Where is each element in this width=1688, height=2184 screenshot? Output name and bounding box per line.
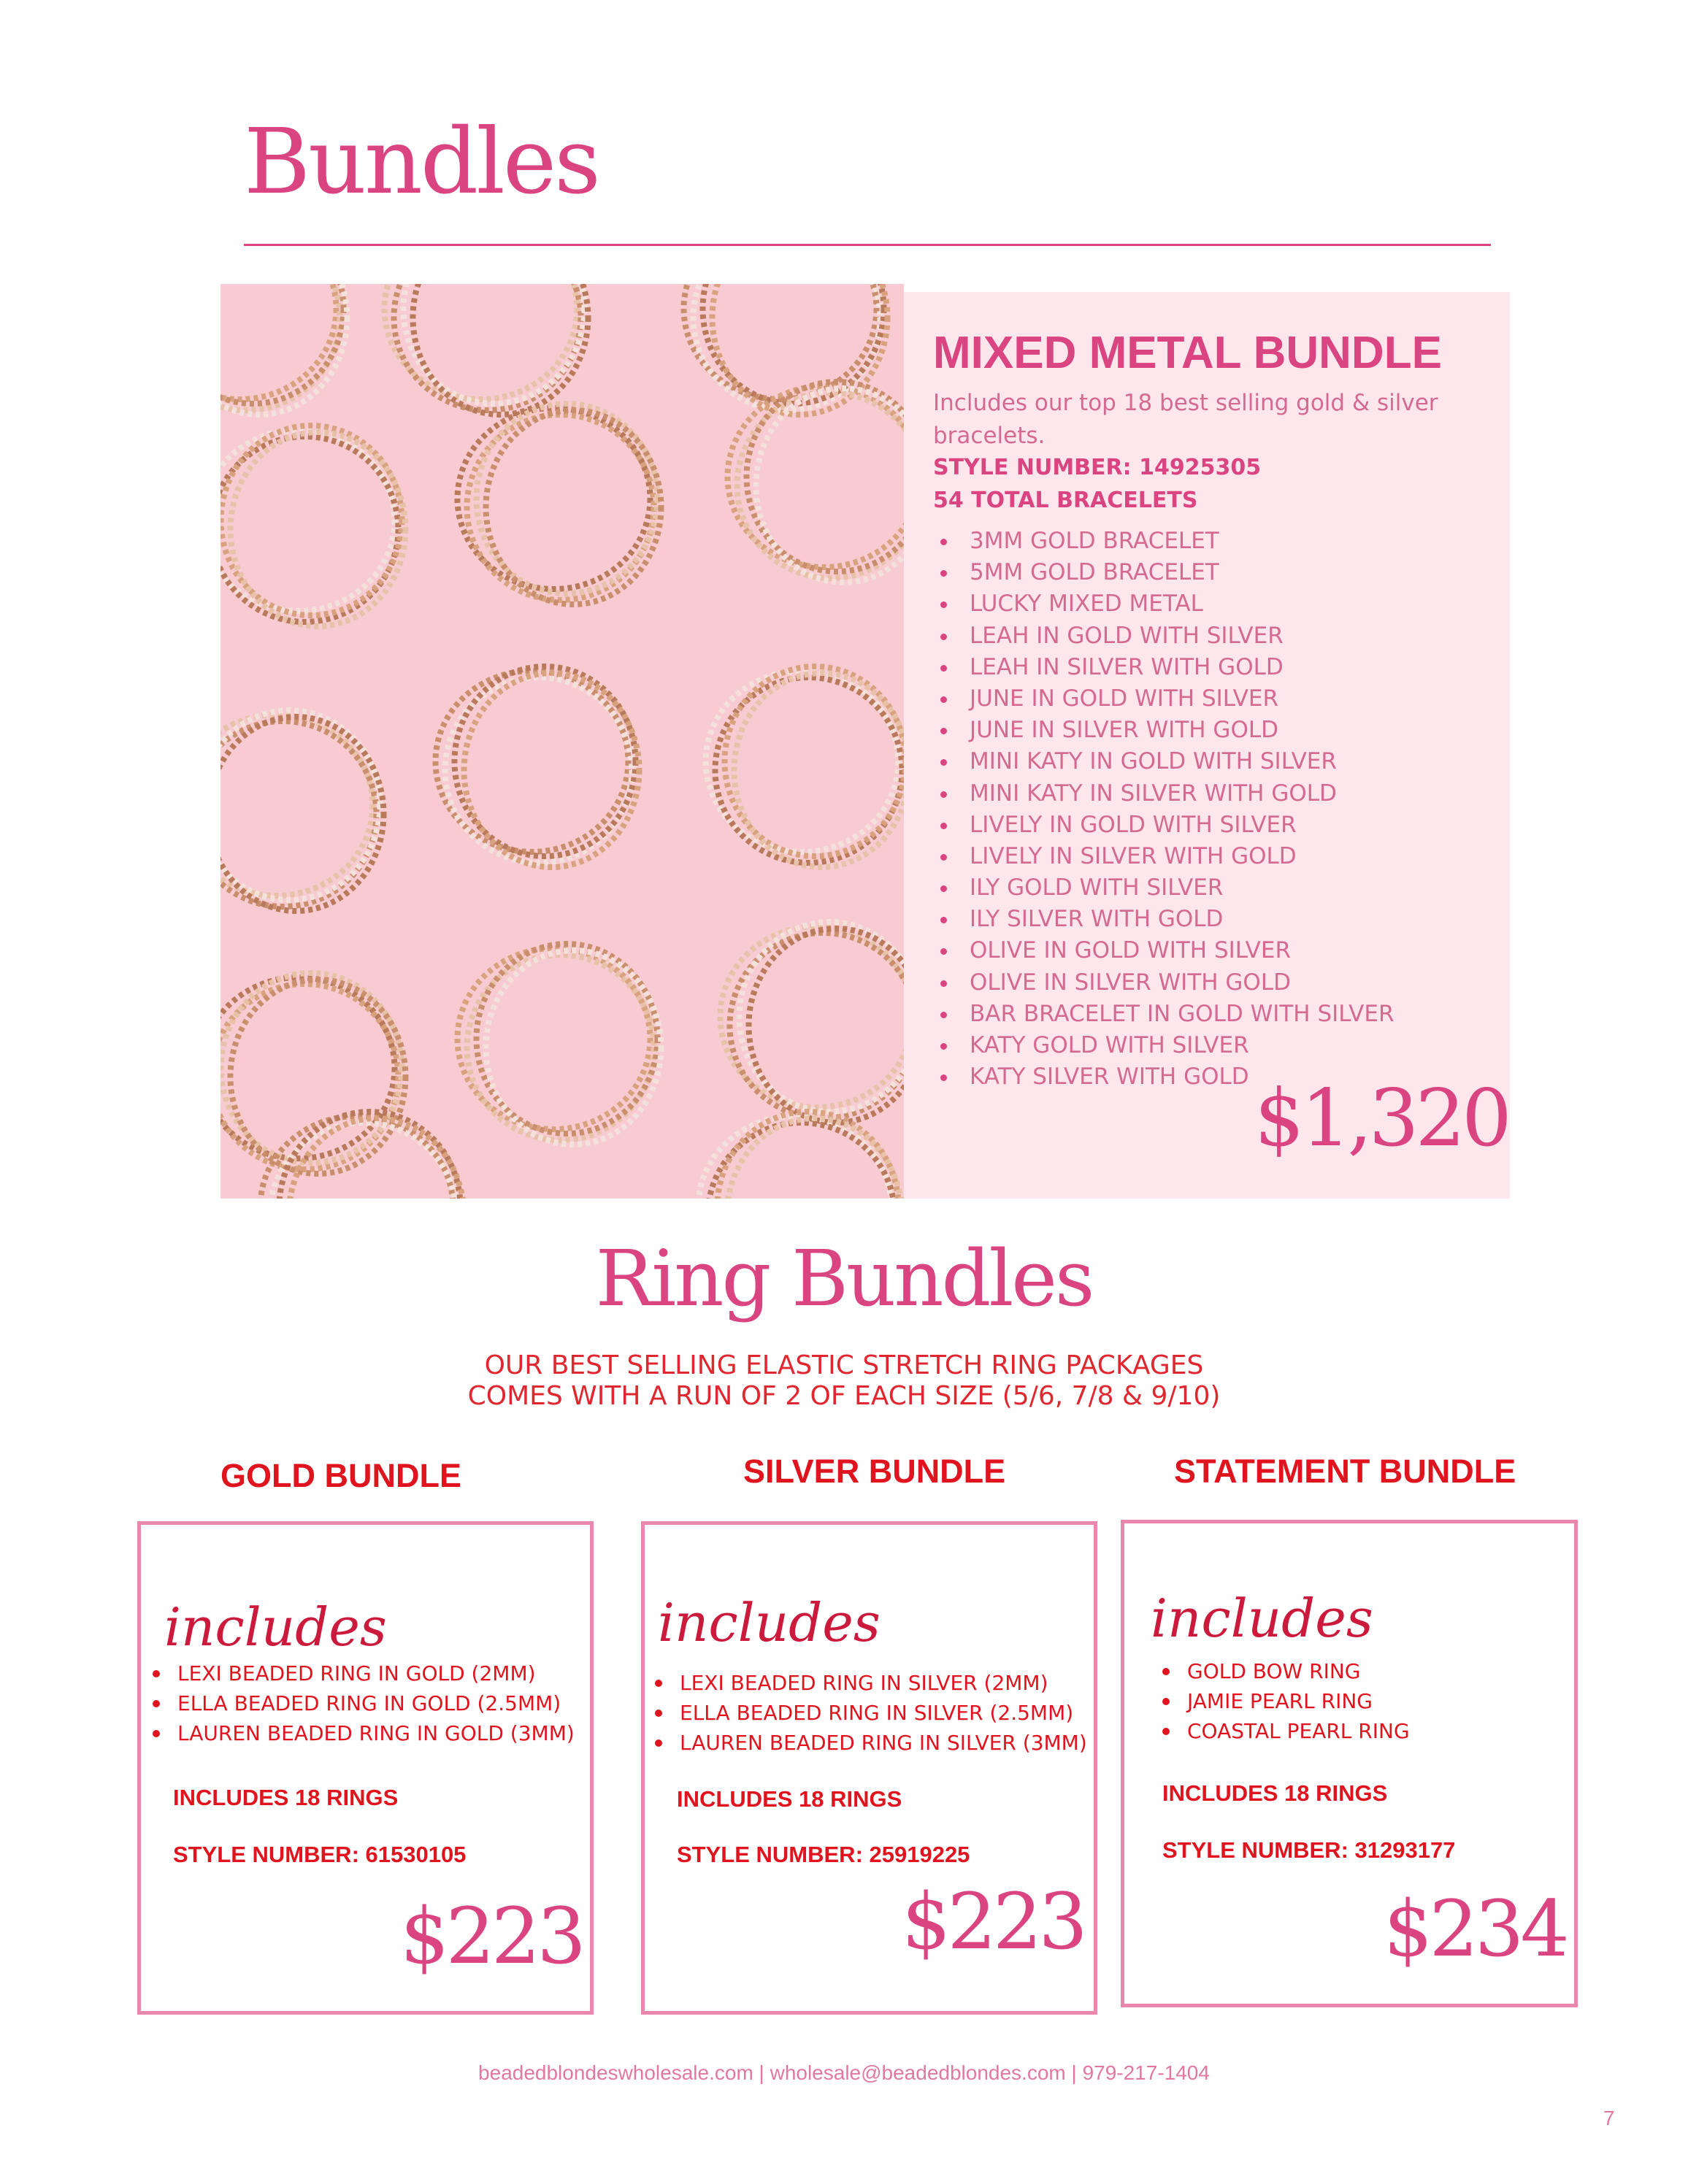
mixed-bundle-panel [904,292,1510,1199]
gold-bundle-items [148,1658,575,1748]
list-item: LEXI BEADED RING IN SILVER (2MM) [651,1668,1087,1698]
silver-bundle-card [641,1521,1097,2015]
list-item: LEAH IN SILVER WITH GOLD [933,652,1394,683]
ring-bundles-title: Ring Bundles [595,1234,1093,1323]
list-item: LAUREN BEADED RING IN SILVER (3MM) [651,1728,1087,1758]
list-item: MINI KATY IN GOLD WITH SILVER [933,746,1394,777]
statement-bundle-count: INCLUDES 18 RINGS [1162,1780,1388,1806]
mixed-bundle-price: $1,320 [1254,1073,1508,1164]
ring-bundles-subtitle-1: OUR BEST SELLING ELASTIC STRETCH RING PACKAGES [484,1350,1204,1380]
ring-bundles-subtitle-2: COMES WITH A RUN OF 2 OF EACH SIZE (5/6, 7/8 & 9/10) [467,1381,1221,1411]
mixed-bundle-style-number: STYLE NUMBER: 14925305 [933,455,1262,480]
list-item: KATY GOLD WITH SILVER [933,1030,1394,1061]
includes-script: includes [658,1592,881,1653]
statement-bundle-title: STATEMENT BUNDLE [1174,1453,1516,1490]
includes-script: includes [1151,1588,1373,1649]
bracelets-photo-icon [220,284,904,1199]
list-item: ELLA BEADED RING IN GOLD (2.5MM) [148,1688,575,1718]
silver-bundle-price: $223 [902,1877,1084,1966]
list-item: BAR BRACELET IN GOLD WITH SILVER [933,999,1394,1030]
silver-bundle-style-number: STYLE NUMBER: 25919225 [677,1842,970,1867]
list-item: 3MM GOLD BRACELET [933,526,1394,557]
page-title: Bundles [244,109,599,215]
silver-bundle-count: INCLUDES 18 RINGS [677,1786,902,1812]
mixed-bundle-description: Includes our top 18 best selling gold & silver bracelets. [933,390,1438,449]
statement-bundle-items [1158,1656,1410,1746]
list-item: OLIVE IN SILVER WITH GOLD [933,967,1394,999]
gold-bundle-style-number: STYLE NUMBER: 61530105 [173,1842,467,1867]
list-item: LIVELY IN GOLD WITH SILVER [933,810,1394,841]
list-item: COASTAL PEARL RING [1158,1716,1410,1746]
list-item: LEXI BEADED RING IN GOLD (2MM) [148,1658,575,1688]
list-item: LIVELY IN SILVER WITH GOLD [933,841,1394,872]
page-number: 7 [1603,2107,1615,2129]
list-item: JAMIE PEARL RING [1158,1686,1410,1716]
gold-bundle-title: GOLD BUNDLE [220,1457,461,1494]
bracelets-photo [220,284,904,1199]
statement-bundle-price: $234 [1384,1884,1566,1974]
title-divider [244,244,1491,246]
mixed-bundle-title: MIXED METAL BUNDLE [933,328,1442,378]
list-item: ELLA BEADED RING IN SILVER (2.5MM) [651,1698,1087,1728]
list-item: ILY GOLD WITH SILVER [933,872,1394,904]
includes-script: includes [164,1596,387,1658]
list-item: GOLD BOW RING [1158,1656,1410,1686]
statement-bundle-style-number: STYLE NUMBER: 31293177 [1162,1837,1456,1863]
gold-bundle-price: $223 [400,1891,583,1981]
list-item: OLIVE IN GOLD WITH SILVER [933,935,1394,966]
list-item: MINI KATY IN SILVER WITH GOLD [933,778,1394,810]
list-item: 5MM GOLD BRACELET [933,557,1394,588]
list-item: JUNE IN GOLD WITH SILVER [933,683,1394,715]
mixed-bundle-total: 54 TOTAL BRACELETS [933,488,1198,513]
list-item: ILY SILVER WITH GOLD [933,904,1394,935]
footer-contact: beadedblondeswholesale.com | wholesale@beadedblondes.com | 979-217-1404 [478,2061,1210,2084]
list-item: LAUREN BEADED RING IN GOLD (3MM) [148,1718,575,1748]
gold-bundle-count: INCLUDES 18 RINGS [173,1785,399,1810]
statement-bundle-card [1121,1520,1578,2007]
mixed-bundle-items [933,526,1394,1093]
gold-bundle-card [137,1521,594,2015]
list-item: LEAH IN GOLD WITH SILVER [933,620,1394,652]
list-item: JUNE IN SILVER WITH GOLD [933,715,1394,746]
silver-bundle-items [651,1668,1087,1758]
silver-bundle-title: SILVER BUNDLE [743,1453,1006,1490]
list-item: KATY SILVER WITH GOLD [933,1061,1394,1093]
list-item: LUCKY MIXED METAL [933,588,1394,620]
